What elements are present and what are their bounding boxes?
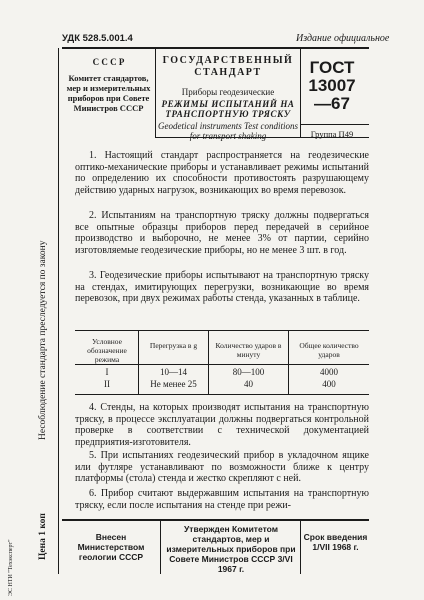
state-standard-label: ГОСУДАРСТВЕННЫЙ СТАНДАРТ (162, 55, 294, 78)
footer-top-rule (62, 519, 369, 521)
gost-number: 13007—67 (308, 76, 356, 113)
committee-label: Комитет стандартов, мер и измерительных приборов при Совете Министров СССР (66, 73, 151, 113)
table-cell: 40 (244, 379, 253, 389)
paragraph-1: 1. Настоящий стандарт распространяется на геодезические оптико-механические приборы и устанавливает режимы испытаний по определению их способности противостоять разрушающему действию ударных нагрузок, возникающих во время перевозок. (75, 150, 369, 196)
legal-notice: Несоблюдение стандарта преследуется по закону (38, 240, 48, 440)
paragraph-6: 6. Прибор считают выдержавшим испытания на транспортную тряску, если после испытания на стенде при режи- (75, 488, 369, 511)
header-top-rule (62, 47, 369, 49)
table-header-rule (75, 364, 369, 365)
header-left-block (62, 53, 155, 113)
paragraph-2: 2. Испытаниям на транспортную тряску должны подвергаться все опытные образцы приборов перед передачей в серийное производство и выборочно, не менее 3% от партии, серийно изготовляемые геодезические приборы, но не менее 3 шт. в год. (75, 210, 369, 256)
introduced-by: Внесен Министерством геологии СССР (77, 532, 145, 562)
table-cell: 4000 (320, 367, 338, 377)
table-header-cell: Количество ударов в минуту (215, 341, 282, 359)
table-header-cell: Общее количество ударов (299, 341, 359, 359)
paragraph-5: 5. При испытаниях геодезический прибор в укладочном ящике или футляре устанавливают по возможности ближе к центру платформы (стола) стенда и жестко скрепляют с ней. (75, 450, 369, 485)
left-margin-rule (58, 48, 59, 574)
table-cell: II (104, 379, 110, 389)
country-label: С С С Р (92, 57, 125, 67)
table-bottom-rule (75, 394, 369, 395)
header-right-block (301, 53, 363, 137)
price-label: Цена 1 коп (38, 513, 48, 560)
table-cell: 400 (322, 379, 336, 389)
table-header-cell: Перегрузка в g (149, 341, 198, 350)
edition-label: Издание официальное (296, 33, 390, 44)
table-cell: 10—14 (160, 367, 187, 377)
group-label: Группа П49 (310, 129, 354, 139)
standard-title-en: Geodetical instruments Test conditions for transport shaking (158, 121, 298, 141)
udk-code: УДК 528.5.001.4 (62, 33, 133, 44)
standard-title-ru: РЕЖИМЫ ИСПЫТАНИЙ НА ТРАНСПОРТНУЮ ТРЯСКУ (161, 99, 295, 119)
table-cell: I (105, 367, 109, 377)
table-top-rule (75, 330, 369, 331)
table-cell: 80—100 (232, 367, 265, 377)
instruments-label: Приборы геодезические (181, 87, 275, 97)
header-center-block (156, 53, 300, 141)
gost-label: ГОСТ (309, 58, 355, 77)
paragraph-4: 4. Стенды, на которых производят испытания на транспортную тряску, в процессе эксплуатации должны подвергаться контрольной проверке в соответствии с технической документацией предприятия-изготовителя. (75, 402, 369, 448)
footer-divider-left (160, 520, 161, 574)
table-header-cell: Условное обозначение режима (87, 337, 127, 364)
approved-by: Утвержден Комитетом стандартов, мер и измерительных приборов при Совете Министров СССР 3/VI 1967 г. (166, 524, 296, 574)
table-cell: Не менее 25 (150, 379, 197, 389)
footer-divider-right (300, 520, 301, 574)
effective-date: Срок введения 1/VII 1968 г. (303, 532, 368, 552)
publisher-label: ЭС НТИ "Техэксперт" (8, 539, 14, 596)
paragraph-3: 3. Геодезические приборы испытывают на транспортную тряску на стендах, имитирующих перегрузки, возникающие во время перевозок, при двух режимах работы стенда, указанных в таблице. (75, 270, 369, 305)
